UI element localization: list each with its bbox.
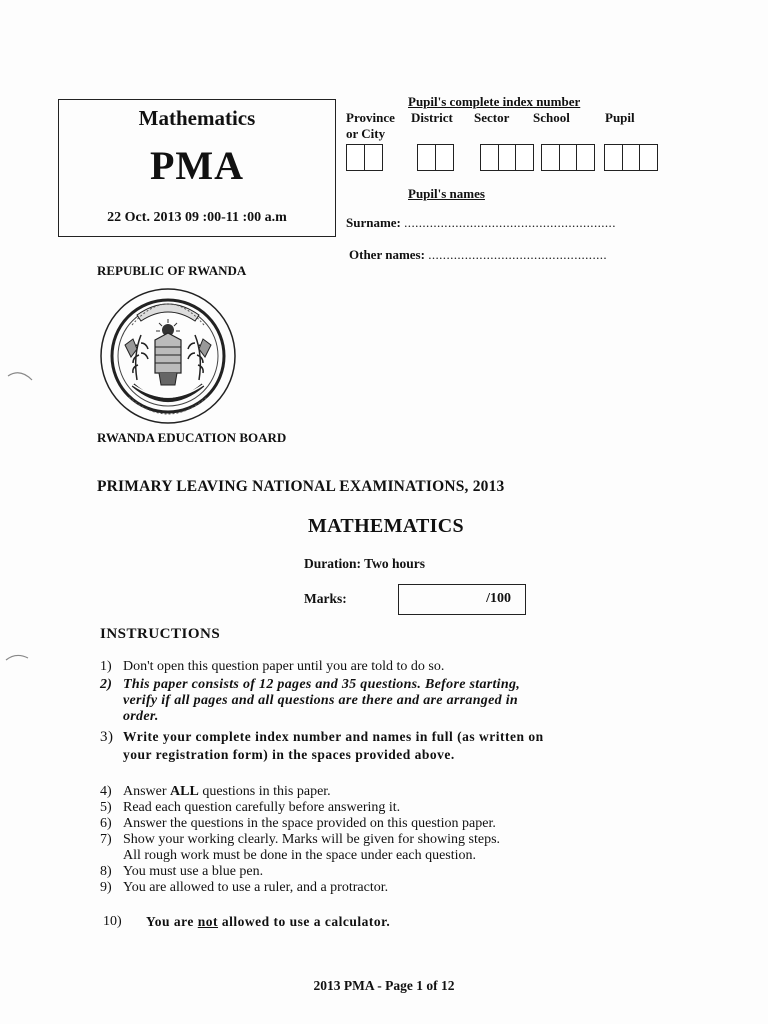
surname-dots[interactable]: .......................................................... — [404, 215, 616, 230]
page-footer: 2013 PMA - Page 1 of 12 — [313, 978, 455, 993]
board-heading: RWANDA EDUCATION BOARD — [97, 430, 287, 445]
index-digit-box[interactable] — [498, 144, 517, 171]
index-digit-box[interactable] — [480, 144, 499, 171]
index-digit-box[interactable] — [364, 144, 383, 171]
other-names-label: Other names: — [349, 247, 425, 262]
marks-label: Marks: — [304, 591, 347, 606]
subject-box — [58, 99, 336, 237]
exam-title: PRIMARY LEAVING NATIONAL EXAMINATIONS, 2013 — [97, 478, 505, 495]
exam-datetime: 22 Oct. 2013 09 :00-11 :00 a.m — [107, 210, 287, 225]
index-boxes-pupil[interactable] — [604, 144, 657, 171]
column-sector: Sector — [474, 110, 510, 125]
index-boxes-sector[interactable] — [480, 144, 533, 171]
index-digit-box[interactable] — [346, 144, 365, 171]
column-pupil: Pupil — [605, 110, 635, 125]
index-digit-box[interactable] — [435, 144, 454, 171]
names-heading: Pupil's names — [408, 186, 485, 201]
other-names-field[interactable] — [349, 247, 607, 263]
index-digit-box[interactable] — [417, 144, 436, 171]
index-boxes-school[interactable] — [541, 144, 594, 171]
index-digit-box[interactable] — [559, 144, 578, 171]
index-digit-box[interactable] — [576, 144, 595, 171]
index-number-heading: Pupil's complete index number — [408, 94, 581, 109]
column-school: School — [533, 110, 570, 125]
column-province: Province — [346, 110, 395, 125]
column-district: District — [411, 110, 453, 125]
index-digit-box[interactable] — [515, 144, 534, 171]
rwanda-coat-of-arms-icon — [97, 285, 239, 427]
paper-title: MATHEMATICS — [308, 515, 464, 537]
index-boxes-district[interactable] — [417, 144, 452, 171]
duration: Duration: Two hours — [304, 556, 426, 571]
subject-title: Mathematics — [138, 106, 256, 130]
scan-mark-icon — [0, 360, 40, 690]
index-digit-box[interactable] — [622, 144, 641, 171]
index-digit-box[interactable] — [604, 144, 623, 171]
column-or-city: or City — [346, 126, 386, 141]
marks-box[interactable] — [398, 584, 526, 615]
index-digit-box[interactable] — [541, 144, 560, 171]
subject-code: PMA — [149, 143, 245, 188]
emphasis-all: ALL — [170, 784, 199, 799]
other-names-dots[interactable]: ................................................. — [428, 247, 608, 262]
index-boxes-province[interactable] — [346, 144, 381, 171]
emphasis-not: not — [197, 914, 219, 929]
instructions-heading: INSTRUCTIONS — [100, 626, 221, 642]
marks-total: /100 — [486, 591, 511, 606]
surname-field[interactable] — [346, 215, 616, 231]
republic-heading: REPUBLIC OF RWANDA — [97, 263, 247, 278]
surname-label: Surname: — [346, 215, 401, 230]
index-digit-box[interactable] — [639, 144, 658, 171]
